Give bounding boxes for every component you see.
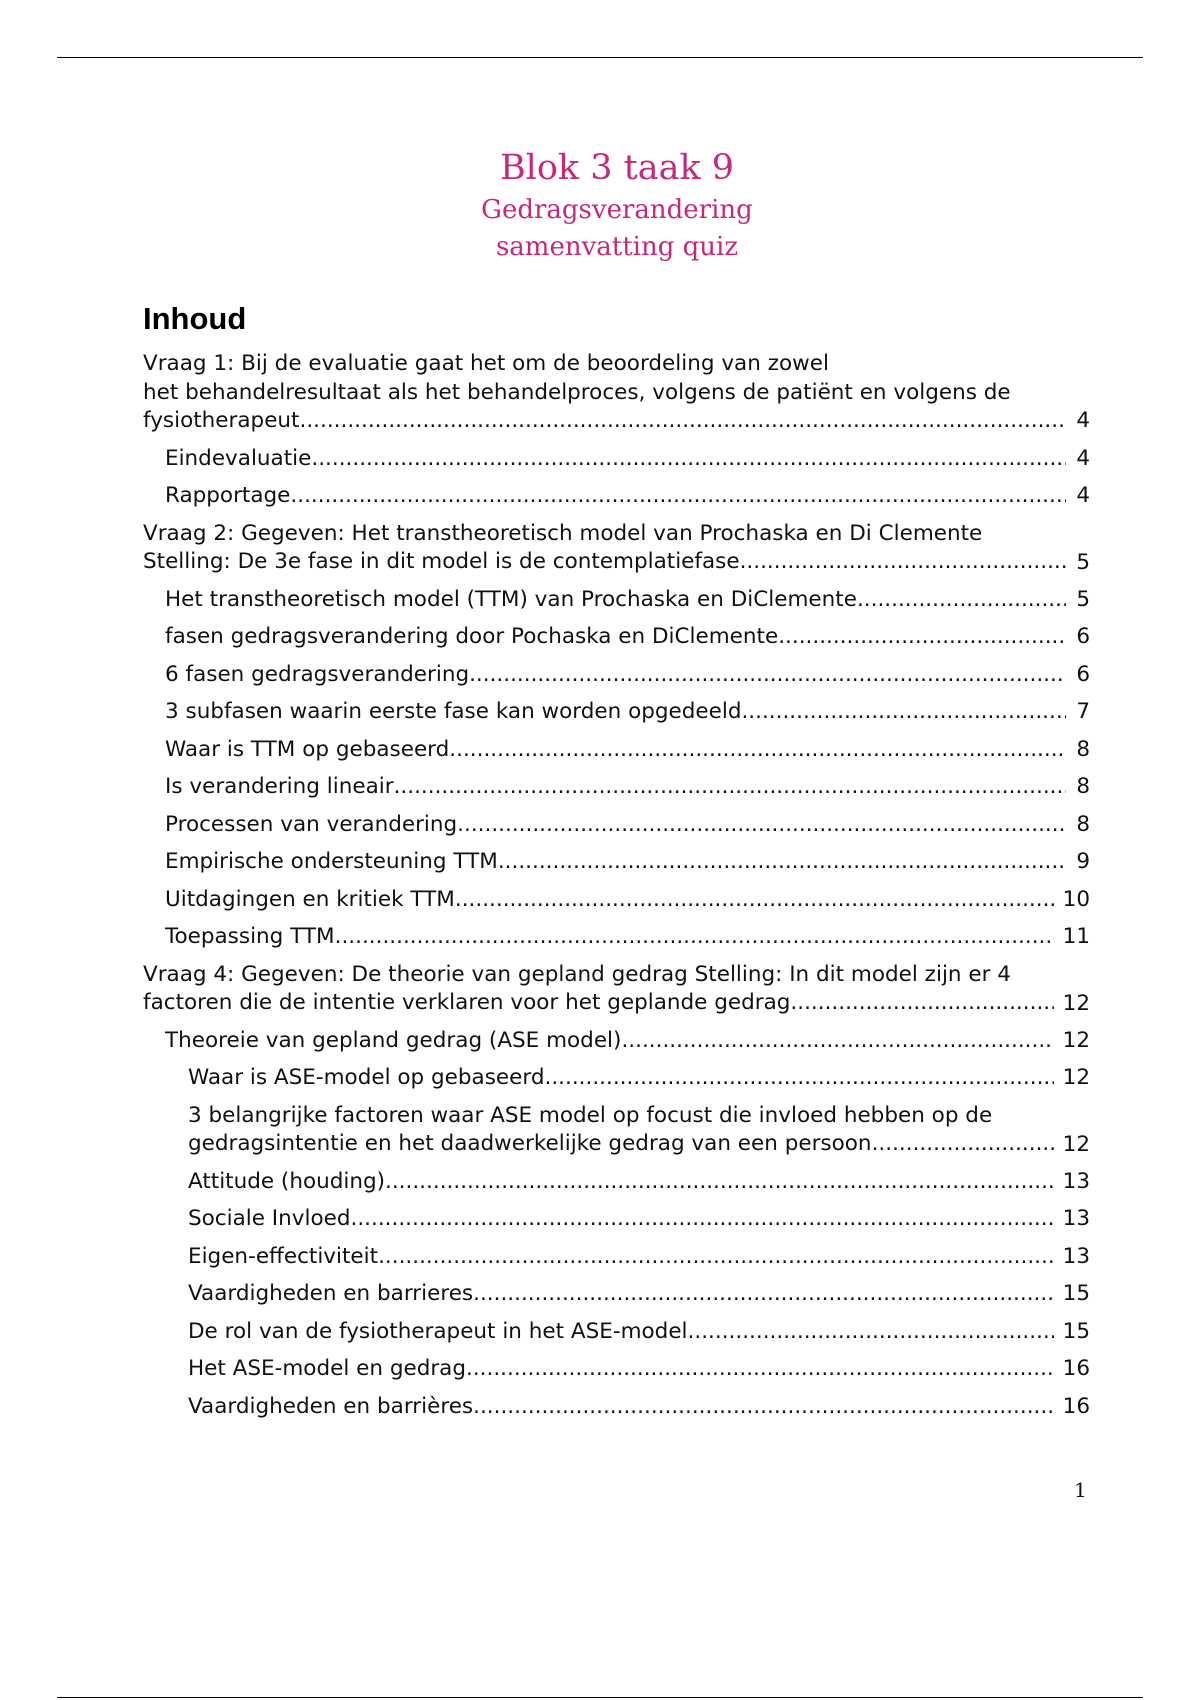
toc-page-number: 8 [1076,811,1090,837]
toc-entry-text: fasen gedragsverandering door Pochaska en DiClemente [165,624,779,649]
toc-entry-line: Vraag 2: Gegeven: Het transtheoretisch model van Prochaska en Di Clemente [143,520,983,546]
toc-page-number: 12 [1062,1027,1090,1053]
toc-entry-text: Stelling: De 3e fase in dit model is de contemplatiefase [143,549,740,574]
dot-leader [790,989,1054,1018]
toc-entry-vraag-2[interactable] [143,520,1090,577]
toc-page-number: 10 [1062,886,1090,912]
toc-page-number: 16 [1062,1393,1090,1419]
toc-entry-text: Sociale Invloed [188,1206,351,1231]
dot-leader [545,1064,1055,1093]
dot-leader [740,548,1066,577]
toc-entry-line: Vraag 4: Gegeven: De theorie van gepland gedrag Stelling: In dit model zijn er 4 [143,961,1011,987]
toc-entry-text: Eigen-effectiviteit [188,1243,379,1269]
toc-entry-text: Rapportage [165,483,291,508]
toc-entry-text: Waar is ASE-model op gebaseerd [188,1065,545,1090]
dot-leader [473,1393,1054,1422]
toc-entry-text: factoren die de intentie verklaren voor het geplande gedrag [143,990,791,1015]
toc-entry-vaardigheden-barrieres-2[interactable] [143,1393,1090,1422]
toc-heading: Inhoud [143,301,247,336]
toc-entry-text: Eindevaluatie [165,445,312,471]
toc-page-number: 4 [1076,483,1090,508]
dot-leader [378,1243,1054,1272]
toc-entry-ttm-gebaseerd[interactable] [143,736,1090,765]
page-number: 1 [1074,1478,1087,1502]
toc-entry-text: Theoreie van gepland gedrag (ASE model) [165,1027,622,1053]
toc-entry-text: 3 subfasen waarin eerste fase kan worden opgedeeld [165,699,742,724]
header-rule [57,57,1143,58]
toc-page-number: 6 [1076,661,1090,687]
toc-page-number: 4 [1076,408,1090,433]
dot-leader [466,1355,1054,1384]
toc-page-number: 13 [1062,1168,1090,1194]
toc-entry-text: Attitude (houding) [188,1168,386,1194]
toc-entry-processen[interactable] [143,811,1090,840]
toc-entry-uitdagingen-kritiek[interactable] [143,886,1090,915]
toc-page-number: 5 [1076,586,1090,612]
toc-entry-text: Processen van verandering [165,811,458,837]
toc-entry-line: Vraag 1: Bij de evaluatie gaat het om de beoordeling van zowel [143,351,829,376]
dot-leader [741,698,1066,727]
document-title: Blok 3 taak 9 [499,148,735,188]
toc-page-number: 4 [1076,445,1090,471]
dot-leader [688,1318,1054,1347]
toc-page-number: 8 [1076,736,1090,762]
document-subtitle-line2: samenvatting quiz [495,232,739,262]
dot-leader [385,1168,1054,1197]
toc-entry-verandering-lineair[interactable] [143,773,1090,802]
toc-entry-text: Uitdagingen en kritiek TTM [165,886,455,912]
toc-entry-6-fasen[interactable] [143,661,1090,690]
toc-page-number: 12 [1062,1131,1090,1157]
toc-entry-text: Vaardigheden en barrieres [188,1281,474,1306]
toc-entry-eigen-effectiviteit[interactable] [143,1243,1090,1272]
toc-page-number: 15 [1062,1318,1090,1344]
dot-leader [449,736,1066,765]
dot-leader [473,1280,1054,1309]
toc-page-number: 16 [1062,1356,1090,1381]
dot-leader [335,923,1054,952]
toc-entry-empirische-ondersteuning[interactable] [143,848,1090,877]
toc-page-number: 15 [1062,1281,1090,1306]
dot-leader [311,445,1066,474]
dot-leader [778,623,1066,652]
toc-entry-ase-gedrag[interactable] [143,1355,1090,1384]
dot-leader [469,661,1066,690]
toc-entry-rol-fysiotherapeut[interactable] [143,1318,1090,1347]
toc-entry-attitude[interactable] [143,1168,1090,1197]
toc-page-number: 6 [1076,624,1090,649]
table-of-contents [143,350,1090,1421]
toc-page-number: 8 [1076,774,1090,799]
dot-leader [306,407,1066,436]
toc-entry-line: het behandelresultaat als het behandelproces, volgens de patiënt en volgens de [143,379,1011,405]
toc-entry-toepassing-ttm[interactable] [143,923,1090,952]
toc-entry-text: Vaardigheden en barrières [188,1393,474,1419]
dot-leader [872,1130,1054,1159]
toc-entry-rapportage[interactable] [143,482,1090,511]
toc-entry-text: Het ASE-model en gedrag [188,1356,467,1381]
toc-page-number: 13 [1062,1243,1090,1269]
toc-entry-text: Waar is TTM op gebaseerd [165,736,450,762]
toc-page-number: 7 [1076,699,1090,724]
dot-leader [857,586,1066,615]
toc-entry-sociale-invloed[interactable] [143,1205,1090,1234]
toc-entry-eindevaluatie[interactable] [143,445,1090,474]
footer-rule [57,1697,1143,1698]
toc-entry-vraag-4[interactable] [143,961,1090,1018]
toc-entry-line: 3 belangrijke factoren waar ASE model op focust die invloed hebben op de [188,1102,993,1128]
toc-entry-ase-gebaseerd[interactable] [143,1064,1090,1093]
dot-leader [621,1027,1054,1056]
dot-leader [455,886,1054,915]
toc-entry-text: gedragsintentie en het daadwerkelijke gedrag van een persoon [188,1131,872,1156]
dot-leader [394,773,1066,802]
dot-leader [351,1205,1055,1234]
title-block [0,144,1200,266]
toc-entry-vaardigheden-barrieres[interactable] [143,1280,1090,1309]
toc-page-number: 12 [1062,1065,1090,1090]
toc-entry-text: Het transtheoretisch model (TTM) van Prochaska en DiClemente [165,586,857,612]
document-subtitle-line1: Gedragsverandering [481,195,753,225]
toc-entry-ttm-model[interactable] [143,586,1090,615]
toc-entry-text: Is verandering lineair [165,774,394,799]
toc-entry-text: Empirische ondersteuning TTM [165,849,498,874]
dot-leader [498,848,1066,877]
dot-leader [457,811,1066,840]
dot-leader [290,482,1066,511]
toc-entry-fasen-gedragsverandering[interactable] [143,623,1090,652]
toc-page-number: 9 [1076,849,1090,874]
toc-page-number: 13 [1062,1206,1090,1231]
toc-entry-text: 6 fasen gedragsverandering [165,661,470,687]
toc-entry-vraag-1[interactable] [143,350,1090,436]
toc-page-number: 12 [1062,990,1090,1016]
toc-entry-text: De rol van de fysiotherapeut in het ASE-model [188,1318,688,1344]
toc-entry-3-factoren[interactable] [143,1102,1090,1159]
toc-entry-text: Toepassing TTM [165,924,335,949]
toc-entry-3-subfasen[interactable] [143,698,1090,727]
toc-page-number: 11 [1062,924,1090,949]
toc-page-number: 5 [1076,549,1090,575]
toc-entry-text: fysiotherapeut. [143,408,307,433]
toc-entry-theorie-gepland-gedrag[interactable] [143,1027,1090,1056]
